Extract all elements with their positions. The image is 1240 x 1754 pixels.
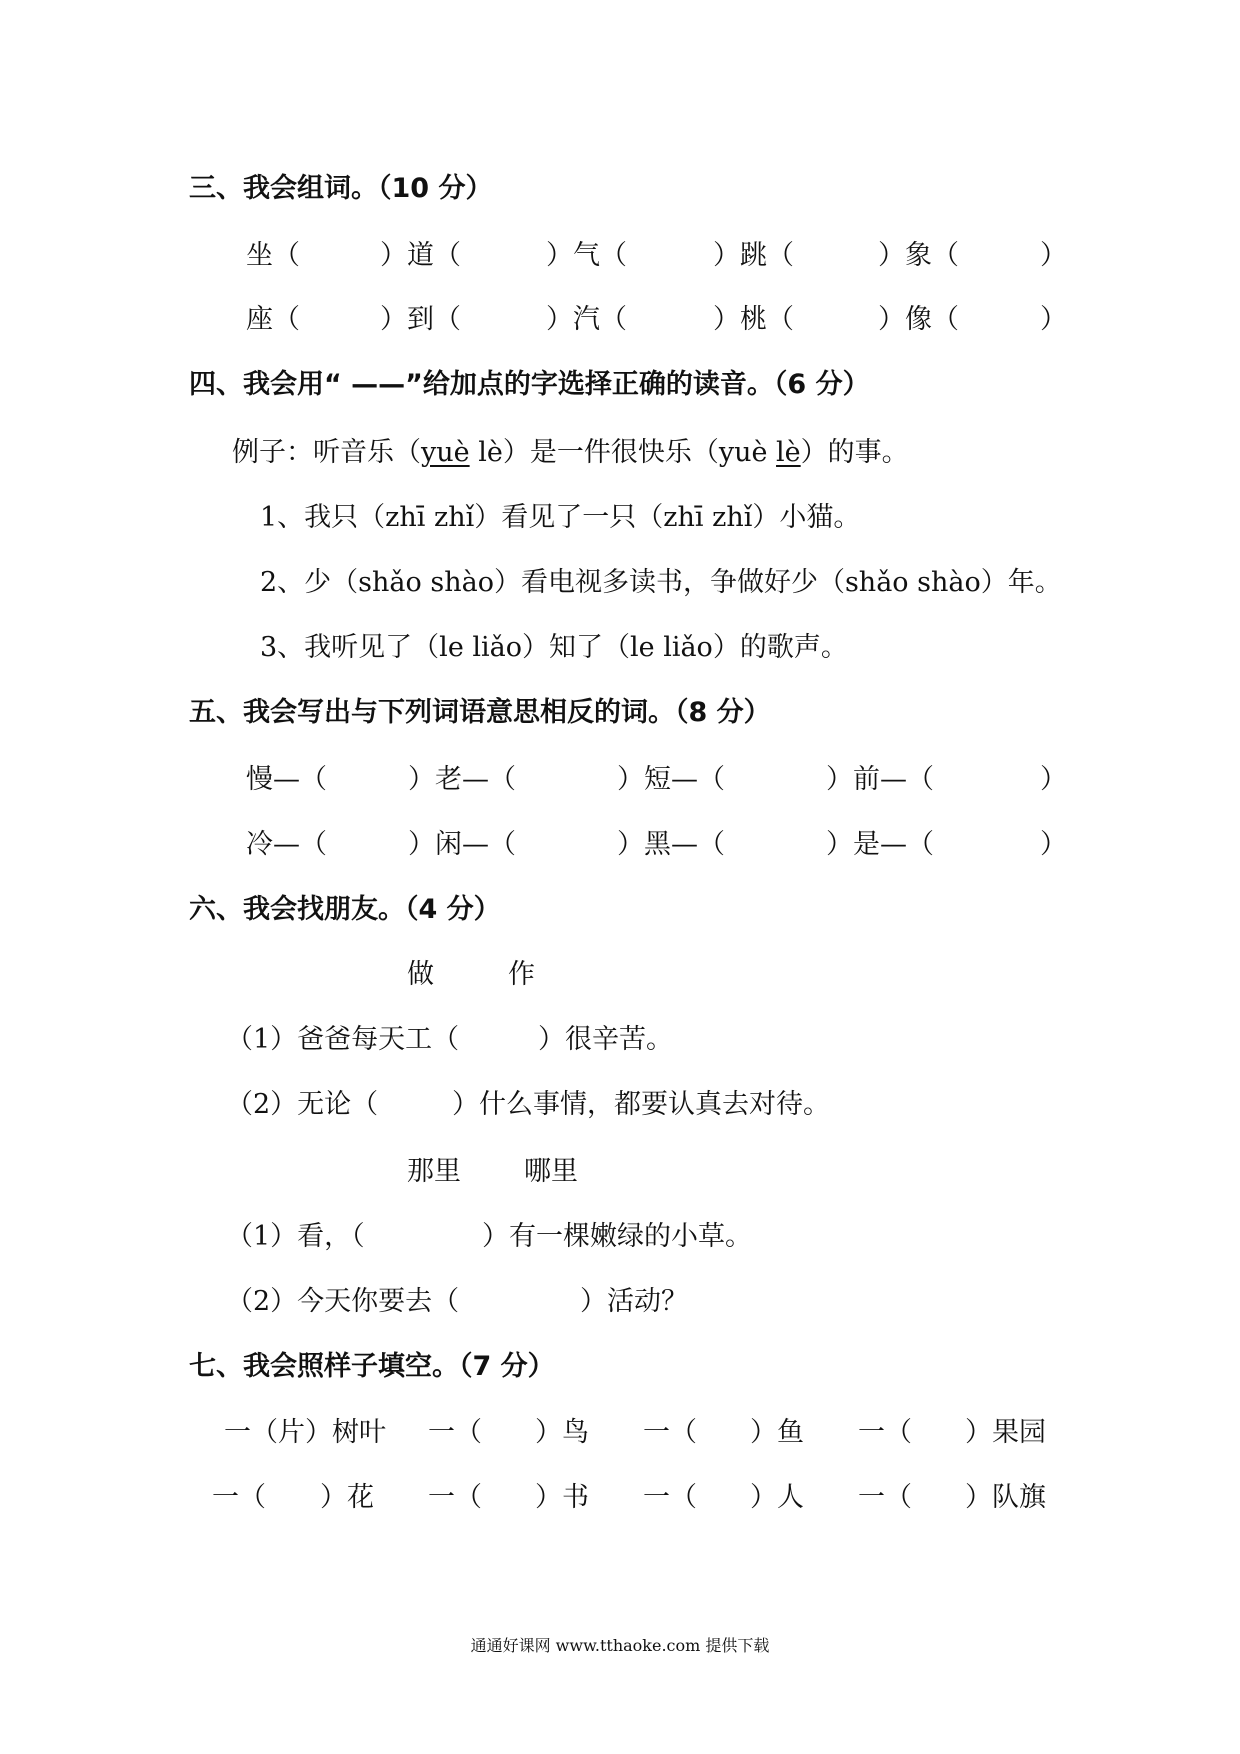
- s6-word-4: 哪里: [524, 1156, 578, 1187]
- s3-r2-cell-1: 座（: [246, 304, 300, 335]
- s4-example-underline-2: lè: [776, 437, 801, 468]
- section-3-title: 三、我会组词。（10 分）: [189, 173, 493, 204]
- s6-q4-part-1: （2）今天你要去（: [226, 1286, 460, 1317]
- s6-word-2: 作: [508, 959, 535, 990]
- s3-r1-cell-4: ）跳（: [713, 240, 794, 271]
- s5-r1-cell-2: ）老—（: [408, 764, 516, 795]
- page-footer: 通通好课网 www.tthaoke.com 提供下载: [470, 1636, 770, 1655]
- s3-r1-cell-1: 坐（: [246, 240, 300, 271]
- s5-r2-cell-2: ）闲—（: [408, 829, 516, 860]
- s7-r1-cell-1: 一（: [428, 1417, 482, 1448]
- s7-r2-cell-4: ）书: [535, 1482, 589, 1513]
- s7-r2-cell-5: 一（: [643, 1482, 697, 1513]
- s6-q2-part-1: （2）无论（: [226, 1089, 379, 1120]
- s7-r2-cell-1: 一（: [212, 1482, 266, 1513]
- s3-r2-cell-5: ）像（: [878, 304, 959, 335]
- s5-r2-cell-4: ）是—（: [826, 829, 934, 860]
- s5-r1-cell-3: ）短—（: [617, 764, 725, 795]
- s4-question-2: 2、少（shǎo shào）看电视多读书，争做好少（shǎo shào）年。: [260, 567, 1062, 598]
- s5-r1-cell-4: ）前—（: [826, 764, 934, 795]
- s6-q1-part-1: （1）爸爸每天工（: [226, 1024, 460, 1055]
- section-5-title: 五、我会写出与下列词语意思相反的词。（8 分）: [189, 697, 771, 728]
- s6-q3-part-2: ）有一棵嫩绿的小草。: [482, 1221, 752, 1252]
- s6-q3-part-1: （1）看，（: [226, 1221, 365, 1252]
- s7-r1-cell-6: ）果园: [965, 1417, 1046, 1448]
- s3-r1-cell-6: ）: [1040, 240, 1067, 271]
- s6-q2-part-2: ）什么事情，都要认真去对待。: [452, 1089, 830, 1120]
- s5-r1-cell-5: ）: [1040, 764, 1067, 795]
- s3-r2-cell-2: ）到（: [380, 304, 461, 335]
- s7-r2-cell-2: ）花: [320, 1482, 374, 1513]
- s5-r2-cell-1: 冷—（: [246, 829, 327, 860]
- s7-r1-cell-5: 一（: [858, 1417, 912, 1448]
- s3-r2-cell-4: ）桃（: [713, 304, 794, 335]
- s7-r2-cell-8: ）队旗: [965, 1482, 1046, 1513]
- s3-r1-cell-2: ）道（: [380, 240, 461, 271]
- s4-example-part-3: ）的事。: [800, 437, 909, 468]
- s3-r1-cell-5: ）象（: [878, 240, 959, 271]
- s4-question-1: 1、我只（zhī zhǐ）看见了一只（zhī zhǐ）小猫。: [260, 502, 861, 533]
- s3-r1-cell-3: ）气（: [546, 240, 627, 271]
- s6-q4-part-2: ）活动？: [580, 1286, 688, 1317]
- section-7-title: 七、我会照样子填空。（7 分）: [189, 1351, 555, 1382]
- s7-r1-cell-3: 一（: [643, 1417, 697, 1448]
- s4-example: [232, 430, 909, 469]
- s7-r2-cell-3: 一（: [428, 1482, 482, 1513]
- s6-word-3: 那里: [407, 1156, 461, 1187]
- s7-r2-cell-6: ）人: [750, 1482, 804, 1513]
- s7-r1-cell-2: ）鸟: [535, 1417, 589, 1448]
- s7-r1-example: 一（片）树叶: [224, 1417, 386, 1448]
- s4-example-part-2: lè）是一件很快乐（yuè: [469, 437, 777, 468]
- s3-r2-cell-3: ）汽（: [546, 304, 627, 335]
- section-6-title: 六、我会找朋友。（4 分）: [189, 894, 501, 925]
- s7-r1-cell-4: ）鱼: [750, 1417, 804, 1448]
- s4-example-part-1: 例子：听音乐（: [232, 437, 421, 468]
- section-4-title: 四、我会用“ ——”给加点的字选择正确的读音。（6 分）: [189, 369, 870, 400]
- s5-r2-cell-5: ）: [1040, 829, 1067, 860]
- s3-r2-cell-6: ）: [1040, 304, 1067, 335]
- s5-r2-cell-3: ）黑—（: [617, 829, 725, 860]
- s6-word-1: 做: [407, 959, 434, 990]
- s5-r1-cell-1: 慢—（: [246, 764, 327, 795]
- s7-r2-cell-7: 一（: [858, 1482, 912, 1513]
- s6-q1-part-2: ）很辛苦。: [538, 1024, 673, 1055]
- s4-question-3: 3、我听见了（le liǎo）知了（le liǎo）的歌声。: [260, 632, 848, 663]
- s4-example-underline-1: yuè: [421, 437, 470, 468]
